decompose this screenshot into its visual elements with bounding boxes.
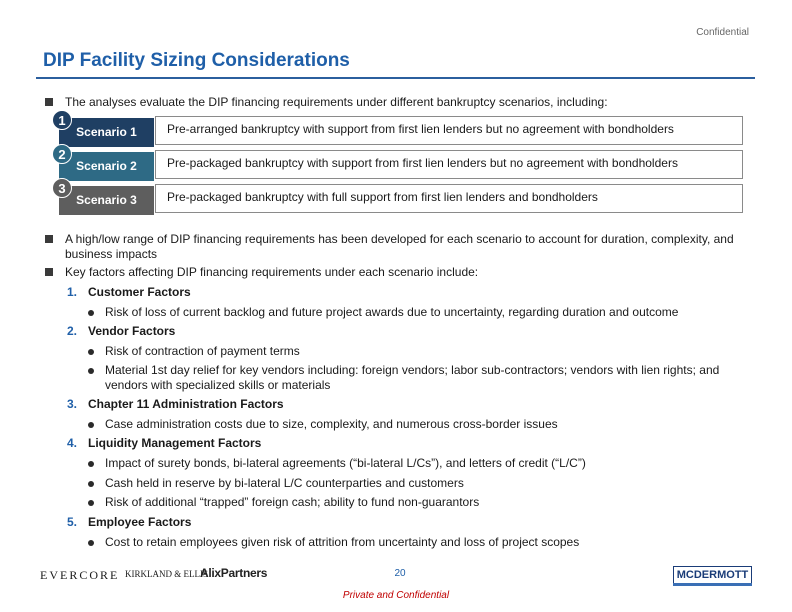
factor-item: [88, 476, 748, 491]
round-bullet-icon: [88, 349, 94, 355]
factor-title: Liquidity Management Factors: [88, 436, 262, 450]
scenario-label: Scenario 1: [59, 118, 154, 147]
mcdermott-logo: MCDERMOTT: [673, 566, 752, 584]
page-title: DIP Facility Sizing Considerations: [43, 50, 350, 71]
bullet-text-line2: business impacts: [65, 247, 158, 261]
factor-item-text: Cost to retain employees given risk of attrition from uncertainty and loss of project scopes: [105, 535, 580, 549]
scenario-row-3: [58, 181, 744, 215]
round-bullet-icon: [88, 540, 94, 546]
factor-heading-vendor: [67, 324, 175, 338]
page-number: 20: [394, 568, 406, 579]
factor-item-text: Risk of loss of current backlog and future project awards due to uncertainty, regarding duration and outcome: [105, 305, 679, 319]
factor-item: [88, 417, 748, 432]
scenario-row-2: [58, 147, 744, 181]
round-bullet-icon: [88, 422, 94, 428]
title-divider: [36, 77, 755, 79]
factor-heading-employee: [67, 515, 191, 529]
factor-item: [88, 305, 748, 320]
factor-number: 5.: [67, 515, 78, 529]
factor-title: Employee Factors: [88, 515, 192, 529]
footer: [40, 566, 752, 584]
square-bullet-icon: [45, 235, 53, 243]
factor-item: [88, 456, 748, 471]
factor-item-text: Cash held in reserve by bi-lateral L/C counterparties and customers: [105, 476, 464, 490]
factor-item-text: Material 1st day relief for key vendors including: foreign vendors; labor sub-contractors; vendors with lien rights; and vendors with specialized skills or materials: [105, 363, 720, 392]
factor-number: 1.: [67, 285, 78, 299]
factor-item-text: Risk of additional “trapped” foreign cash; ability to fund non-guarantors: [105, 495, 480, 509]
factor-heading-customer: [67, 285, 191, 299]
scenario-label: Scenario 3: [59, 186, 154, 215]
scenario-badge: 3: [52, 178, 72, 198]
factor-number: 4.: [67, 436, 78, 450]
factor-title: Chapter 11 Administration Factors: [88, 397, 284, 411]
round-bullet-icon: [88, 368, 94, 374]
round-bullet-icon: [88, 461, 94, 467]
factor-title: Customer Factors: [88, 285, 191, 299]
bullet-text-line1: A high/low range of DIP financing requirements has been developed for each scenario to account for duration, complexity, and: [65, 232, 734, 246]
kirkland-logo: KIRKLAND & ELLIS: [125, 569, 208, 579]
round-bullet-icon: [88, 481, 94, 487]
factor-item-text: Risk of contraction of payment terms: [105, 344, 300, 358]
scenario-description: Pre-arranged bankruptcy with support from first lien lenders but no agreement with bondholders: [155, 116, 743, 145]
scenario-badge: 1: [52, 110, 72, 130]
factor-item: [88, 344, 748, 359]
scenario-description: Pre-packaged bankruptcy with full support from first lien lenders and bondholders: [155, 184, 743, 213]
factor-heading-chapter11: [67, 397, 284, 411]
factor-title: Vendor Factors: [88, 324, 176, 338]
factor-item-text: Case administration costs due to size, complexity, and numerous cross-border issues: [105, 417, 558, 431]
square-bullet-icon: [45, 268, 53, 276]
confidential-label: Confidential: [696, 27, 749, 38]
factor-number: 3.: [67, 397, 78, 411]
evercore-logo: EVERCORE: [40, 568, 120, 582]
round-bullet-icon: [88, 500, 94, 506]
factor-item: [88, 535, 748, 550]
factor-item-text: Impact of surety bonds, bi-lateral agreements (“bi-lateral L/Cs”), and letters of credit (“L/C”): [105, 456, 586, 470]
factor-item: [88, 495, 748, 510]
alixpartners-logo: AlixPartners: [200, 566, 268, 580]
bullet-text: Key factors affecting DIP financing requirements under each scenario include:: [65, 265, 479, 279]
scenario-row-1: [58, 113, 744, 147]
square-bullet-icon: [45, 98, 53, 106]
scenario-badge: 2: [52, 144, 72, 164]
factor-heading-liquidity: [67, 436, 261, 450]
factor-item: [88, 363, 748, 393]
mcdermott-logo-bar: [673, 583, 752, 586]
bullet-text: [65, 232, 734, 262]
scenario-description: Pre-packaged bankruptcy with support from first lien lenders but no agreement with bondholders: [155, 150, 743, 179]
bullet-text: The analyses evaluate the DIP financing requirements under different bankruptcy scenarios, including:: [65, 95, 608, 109]
factor-number: 2.: [67, 324, 78, 338]
round-bullet-icon: [88, 310, 94, 316]
scenario-label: Scenario 2: [59, 152, 154, 181]
private-confidential-label: Private and Confidential: [342, 590, 450, 601]
